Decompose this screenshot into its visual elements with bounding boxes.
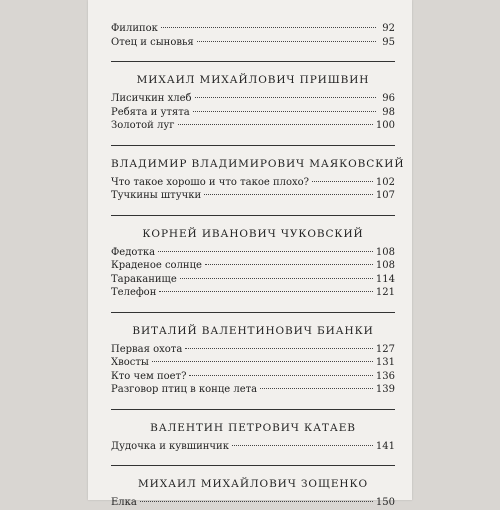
entry-title: Краденое солнце <box>111 260 202 271</box>
dot-leader <box>232 445 373 446</box>
entry-title: Ребята и утята <box>111 106 190 118</box>
entry-title: Федотка <box>111 246 156 258</box>
toc-entry <box>111 383 395 397</box>
entry-page: 95 <box>382 36 395 48</box>
toc-section <box>111 418 395 454</box>
entry-page: 127 <box>375 343 395 355</box>
dot-leader <box>152 361 373 362</box>
entry-title: Что такое хорошо и что такое плохо? <box>111 176 310 188</box>
toc-entry <box>111 273 395 287</box>
toc-section <box>111 224 395 300</box>
toc-entry <box>111 496 395 510</box>
toc-entry <box>111 36 395 50</box>
entry-page: 121 <box>375 287 395 298</box>
author-heading: ВЛАДИМИР ВЛАДИМИРОВИЧ МАЯКОВСКИЙ <box>111 157 405 170</box>
entry-title: Филипок <box>111 23 158 34</box>
entry-title: Отец и сыновья <box>111 36 194 48</box>
dot-leader <box>159 291 373 292</box>
toc-section <box>111 22 395 49</box>
toc-section <box>111 154 405 203</box>
entry-title: Тучкины штучки <box>111 190 202 201</box>
dot-leader <box>204 194 373 195</box>
entry-title: Дудочка и кувшинчик <box>111 440 229 452</box>
entry-page: 131 <box>375 357 395 368</box>
entry-page: 100 <box>375 120 395 131</box>
entry-title: Лисичкин хлеб <box>111 93 192 104</box>
entry-title: Первая охота <box>111 343 183 355</box>
dot-leader <box>158 251 373 252</box>
entry-title: Тараканище <box>111 273 177 285</box>
dot-leader <box>197 41 376 42</box>
section-divider <box>111 409 395 410</box>
toc-entry <box>111 119 395 133</box>
entry-page: 92 <box>382 23 395 34</box>
entry-page: 114 <box>375 273 395 285</box>
table-of-contents <box>111 22 405 510</box>
toc-entry <box>111 22 395 36</box>
dot-leader <box>180 278 373 279</box>
section-divider <box>111 312 395 313</box>
entry-page: 141 <box>375 440 395 452</box>
author-heading: МИХАИЛ МИХАЙЛОВИЧ ПРИШВИН <box>136 74 370 86</box>
entry-page: 96 <box>382 93 395 104</box>
entry-title: Золотой луг <box>111 120 175 131</box>
entry-page: 108 <box>375 260 395 271</box>
section-divider <box>111 145 395 146</box>
entry-page: 150 <box>375 497 395 508</box>
toc-section <box>111 474 395 510</box>
entry-page: 108 <box>375 246 395 258</box>
section-divider <box>111 465 395 466</box>
author-heading: МИХАИЛ МИХАЙЛОВИЧ ЗОЩЕНКО <box>138 478 368 490</box>
toc-entry <box>111 259 395 273</box>
dot-leader <box>185 348 373 349</box>
toc-entry <box>111 356 395 370</box>
entry-title: Разговор птиц в конце лета <box>111 384 258 395</box>
entry-title: Хвосты <box>111 357 149 368</box>
toc-entry <box>111 189 395 203</box>
toc-entry <box>111 246 395 260</box>
entry-title: Телефон <box>111 287 157 298</box>
toc-entry <box>111 176 395 190</box>
toc-entry <box>111 440 395 454</box>
section-divider <box>111 61 395 62</box>
entry-page: 102 <box>375 176 395 188</box>
entry-page: 98 <box>382 106 395 118</box>
author-heading: ВАЛЕНТИН ПЕТРОВИЧ КАТАЕВ <box>150 421 356 434</box>
entry-page: 139 <box>375 384 395 395</box>
toc-section <box>111 321 395 397</box>
entry-title: Кто чем поет? <box>111 370 187 382</box>
toc-entry <box>111 343 395 357</box>
author-heading: ВИТАЛИЙ ВАЛЕНТИНОВИЧ БИАНКИ <box>132 324 374 337</box>
toc-entry <box>111 92 395 106</box>
dot-leader <box>260 388 373 389</box>
entry-title: Елка <box>111 497 137 508</box>
entry-page: 107 <box>375 190 395 201</box>
dot-leader <box>140 501 373 502</box>
author-heading: КОРНЕЙ ИВАНОВИЧ ЧУКОВСКИЙ <box>142 227 364 240</box>
dot-leader <box>193 111 376 112</box>
toc-entry <box>111 286 395 300</box>
dot-leader <box>205 264 373 265</box>
toc-entry <box>111 370 395 384</box>
dot-leader <box>195 97 376 98</box>
dot-leader <box>189 375 372 376</box>
dot-leader <box>161 27 376 28</box>
section-divider <box>111 215 395 216</box>
entry-page: 136 <box>375 370 395 382</box>
toc-entry <box>111 106 395 120</box>
toc-section <box>111 70 395 133</box>
book-page <box>88 0 412 508</box>
dot-leader <box>178 124 373 125</box>
dot-leader <box>312 181 373 182</box>
